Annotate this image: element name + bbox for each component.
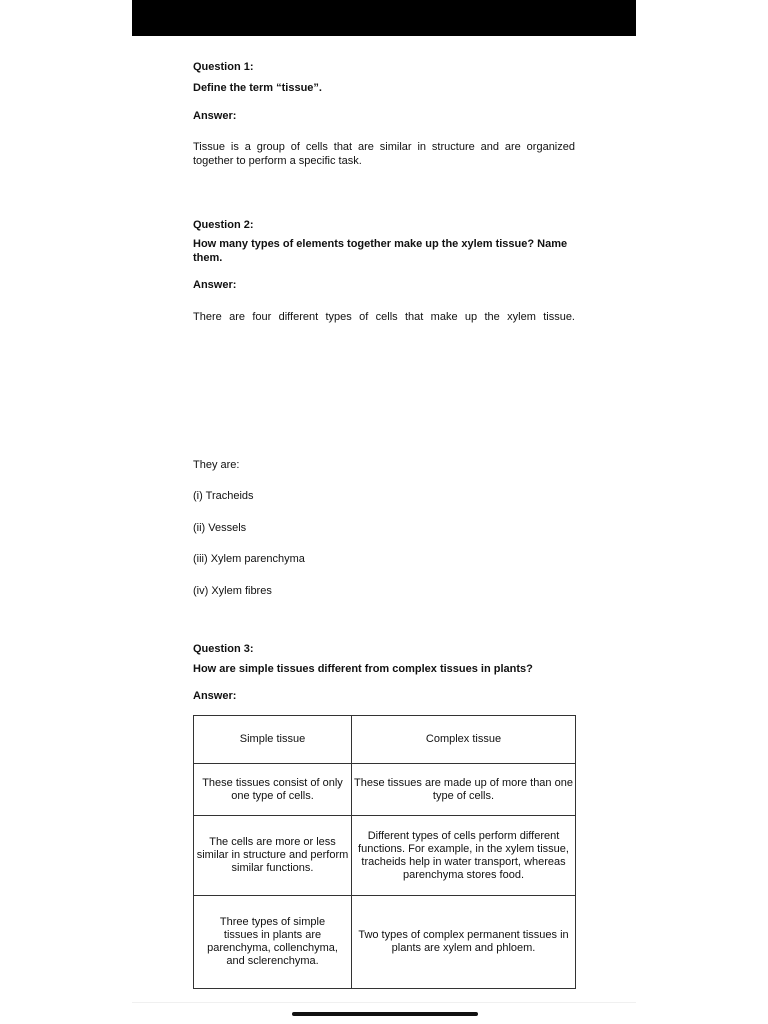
answer-2-text: There are four different types of cells that make up the xylem tissue. bbox=[193, 311, 575, 323]
table-cell: The cells are more or less similar in structure and perform similar functions. bbox=[194, 816, 352, 896]
answer-1-label: Answer: bbox=[193, 110, 237, 122]
table-cell: Two types of complex permanent tissues in plants are xylem and phloem. bbox=[352, 896, 576, 989]
table-row bbox=[194, 764, 576, 816]
home-indicator[interactable] bbox=[292, 1012, 478, 1016]
table-header-complex: Complex tissue bbox=[352, 716, 576, 764]
table-cell: These tissues consist of only one type of cells. bbox=[194, 764, 352, 816]
table-cell: Three types of simple tissues in plants are parenchyma, collenchyma, and sclerenchyma. bbox=[194, 896, 352, 989]
list-item: (iv) Xylem fibres bbox=[193, 585, 272, 597]
comparison-table bbox=[193, 715, 576, 989]
table-cell: Different types of cells perform different functions. For example, in the xylem tissue, tracheids help in water transport, whereas parenchyma stores food. bbox=[352, 816, 576, 896]
question-1-text: Define the term “tissue”. bbox=[193, 82, 322, 94]
page-bottom-divider bbox=[132, 1002, 636, 1003]
table-header-simple: Simple tissue bbox=[194, 716, 352, 764]
question-3-text: How are simple tissues different from complex tissues in plants? bbox=[193, 663, 533, 675]
question-1-label: Question 1: bbox=[193, 61, 254, 73]
list-item: (iii) Xylem parenchyma bbox=[193, 553, 305, 565]
answer-3-label: Answer: bbox=[193, 690, 237, 702]
answer-1-text: Tissue is a group of cells that are similar in structure and are organized together to perform a specific task. bbox=[193, 141, 575, 167]
list-item: (ii) Vessels bbox=[193, 522, 247, 534]
table-row bbox=[194, 816, 576, 896]
table-cell: These tissues are made up of more than one type of cells. bbox=[352, 764, 576, 816]
table-row bbox=[194, 896, 576, 989]
question-2-label: Question 2: bbox=[193, 219, 254, 231]
table-header-row bbox=[194, 716, 576, 764]
answer-2-label: Answer: bbox=[193, 279, 237, 291]
top-black-bar bbox=[132, 0, 636, 36]
question-2-text: How many types of elements together make up the xylem tissue? Name them. bbox=[193, 238, 568, 264]
they-are-label: They are: bbox=[193, 459, 240, 471]
question-3-label: Question 3: bbox=[193, 643, 254, 655]
list-item: (i) Tracheids bbox=[193, 490, 254, 502]
